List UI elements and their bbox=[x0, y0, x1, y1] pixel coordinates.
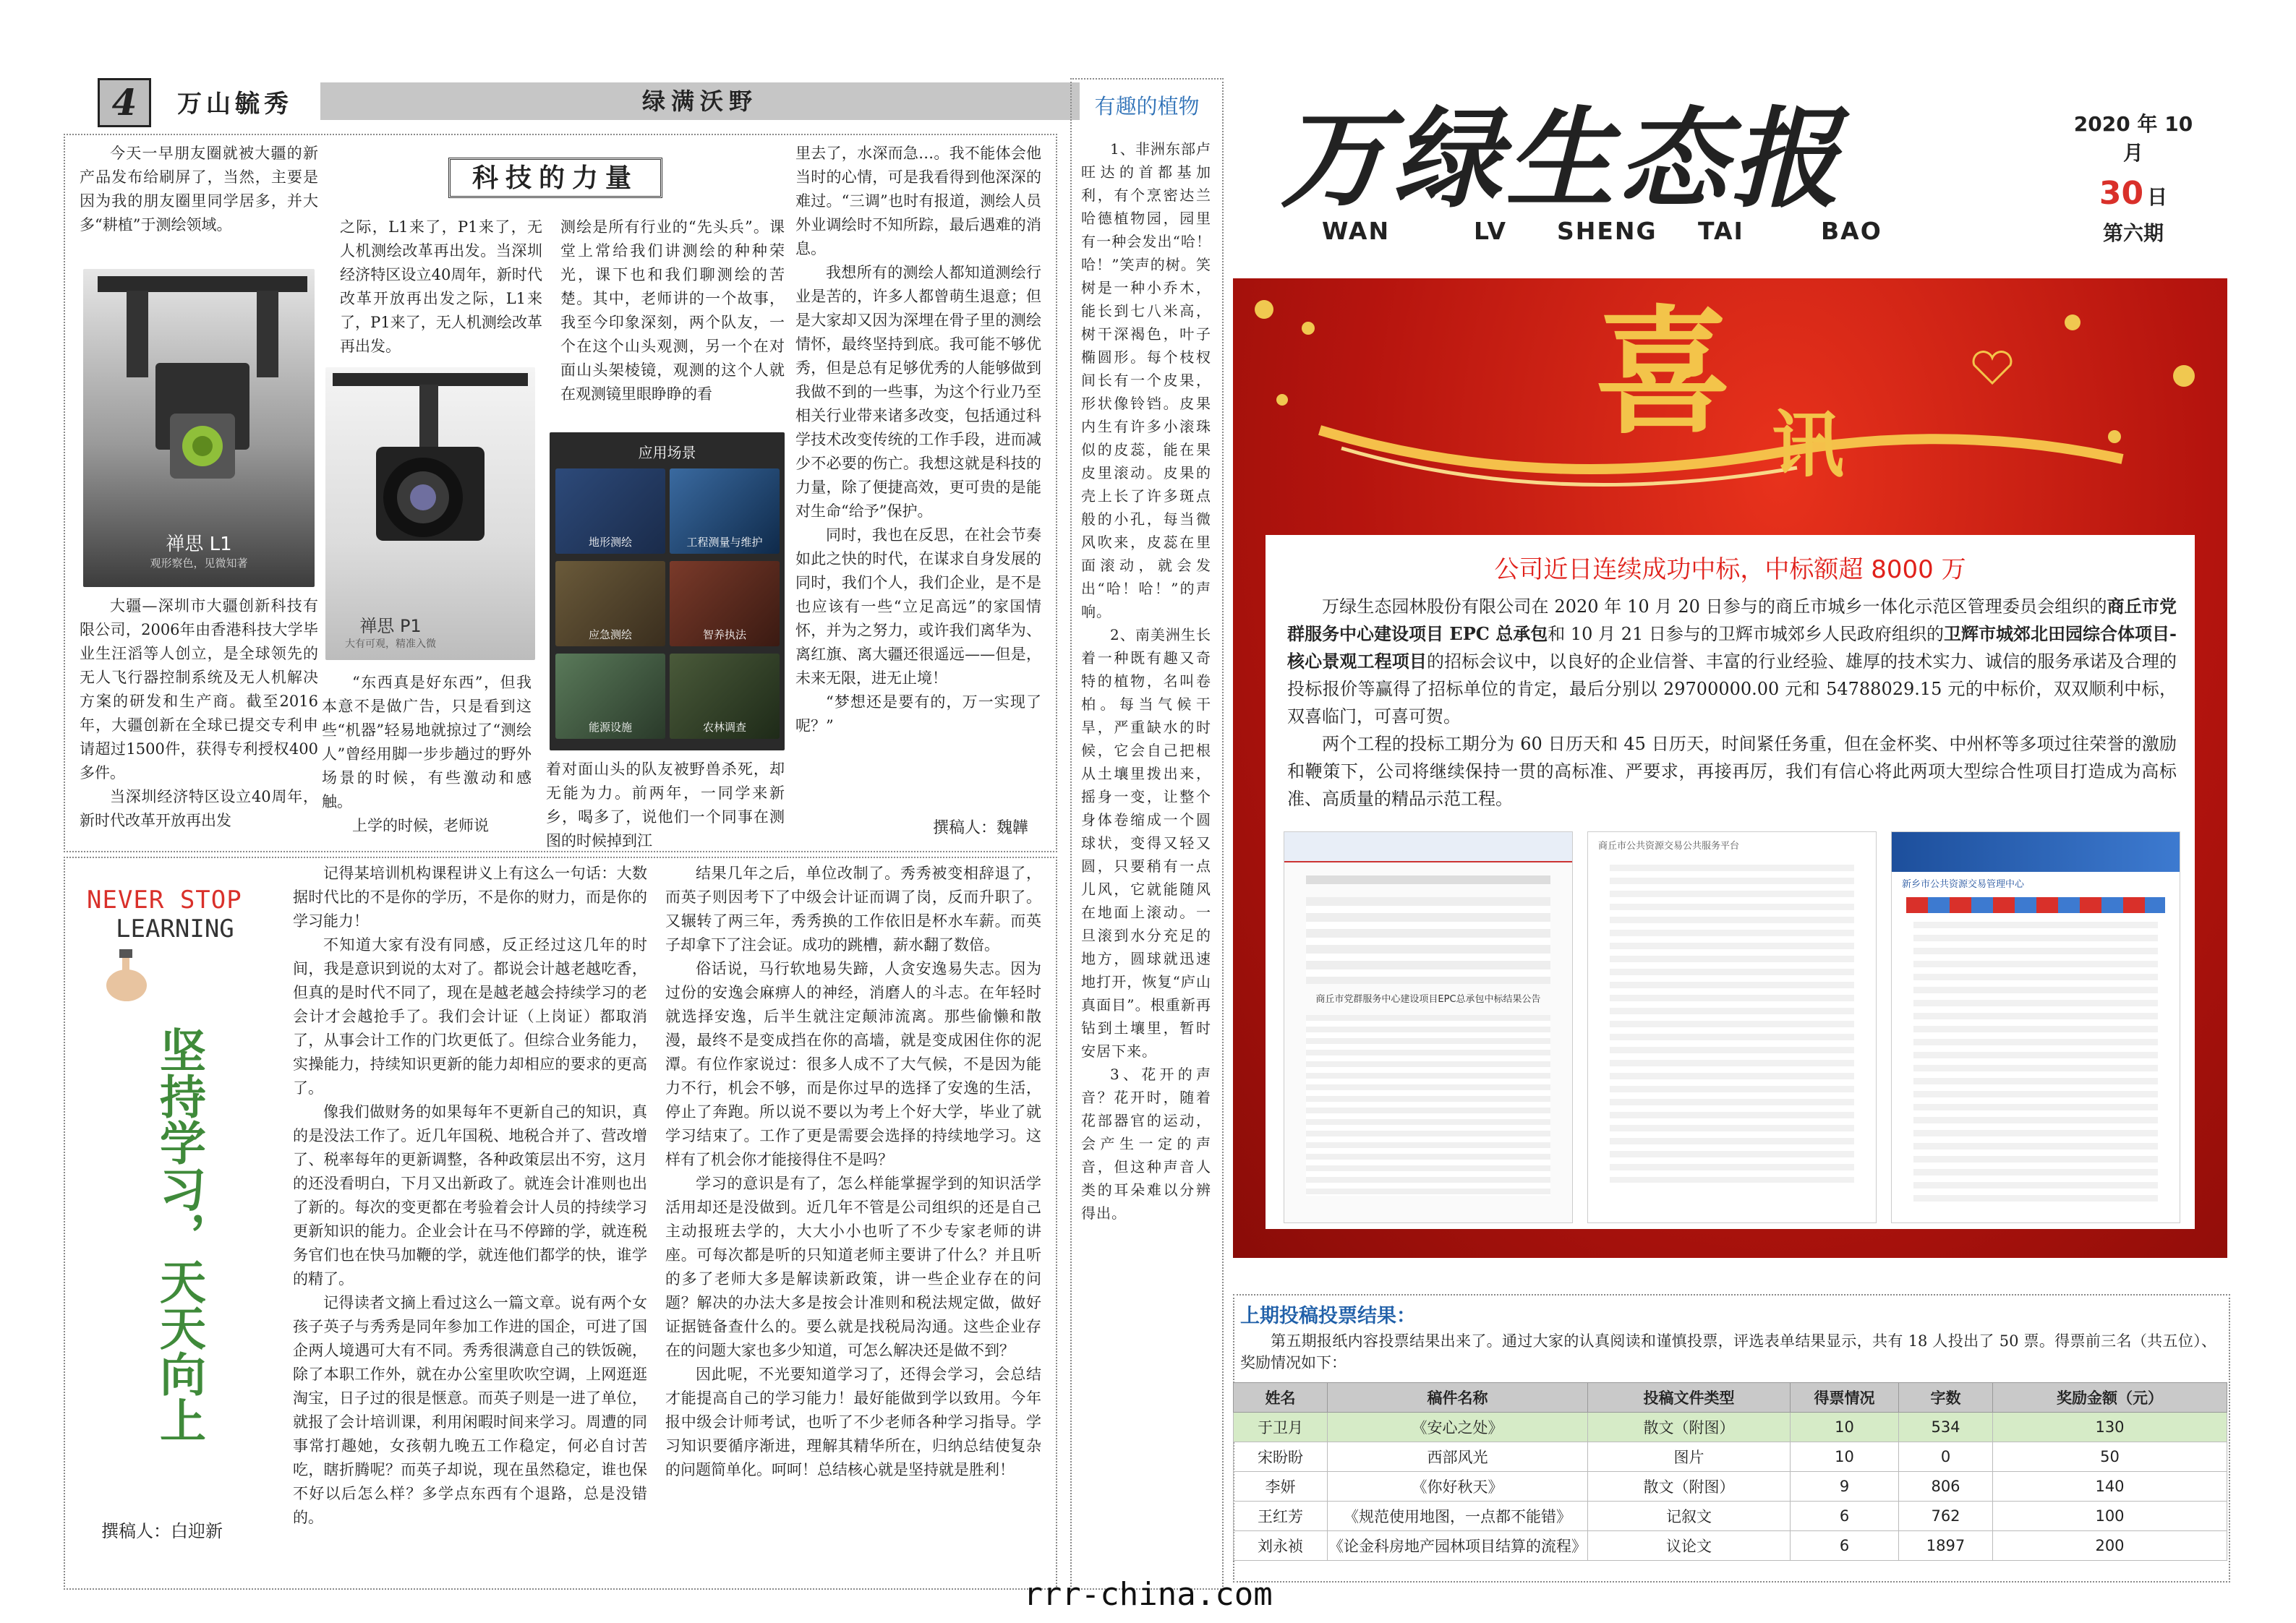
paragraph: 之际，L1来了，P1来了，无人机测绘改革再出发。当深圳经济特区设立40周年，新时代改革开放再出发之际，L1来了，P1来了，无人机测绘改革再出发。 bbox=[340, 218, 542, 355]
learning-col2 bbox=[665, 862, 1041, 1482]
paragraph: 着对面山头的队友被野兽杀死，却无能为力。前两年，一同学来新乡，喝多了，说他们一个同事在测图的时候掉到江 bbox=[546, 761, 785, 849]
pinyin-word: BAO bbox=[1821, 217, 1882, 245]
application-scenes-panel bbox=[550, 432, 785, 750]
news-body bbox=[1287, 593, 2177, 813]
tech-col3-text-b bbox=[546, 758, 785, 853]
column-title: 绿满沃野 bbox=[641, 87, 758, 115]
paragraph: 2、南美洲生长着一种既有趣又奇特的植物，名叫卷柏。每当气候干旱，严重缺水的时候，它会自己把根从土壤里拨出来，摇身一变，让整个身体卷缩成一个圆球状，变得又轻又圆，只要稍有一点儿风，它就能随风在地面上滚动。一旦滚到水分充足的地方，圆球就迅速地打开，恢复“庐山真面目”。根重新再钻到土壤里，暂时安居下来。 bbox=[1081, 626, 1211, 1060]
doc1-title: 商丘市党群服务中心建设项目EPC总承包中标结果公告 bbox=[1315, 994, 1541, 1005]
paragraph: 记得某培训机构课程讲义上有这么一句话：大数据时代比的不是你的学历，不是你的财力，而是你的学习能力！ bbox=[293, 865, 647, 930]
pinyin-word: WAN bbox=[1322, 217, 1391, 245]
doc3-title: 新乡市公共资源交易管理中心 bbox=[1902, 879, 2025, 890]
column-title-bar bbox=[320, 82, 1080, 120]
paragraph: 俗话说，马行软地易失蹄，人贪安逸易失志。因为过份的安逸会麻痹人的神经，消磨人的斗志。在年轻时就选择安逸，后半生就注定颠沛流离。那些偷懒和散漫，最终不是变成挡在你的高墙，就是变成困住你的泥潭。有位作家说过：很多人成不了大气候，不是因为能力不行，机会不够，而是你过早的选择了安逸的生活，停止了奔跑。所以说不要以为考上个好大学，毕业了就学习结束了。工作了更是需要会选择的持续地学习。这样有了机会你才能接得住不是吗？ bbox=[665, 960, 1041, 1168]
scene-tile: 地形测绘 bbox=[555, 468, 665, 554]
date-day-unit: 日 bbox=[2147, 185, 2168, 209]
tech-col4-text bbox=[795, 142, 1041, 738]
tender-doc-2 bbox=[1587, 831, 1877, 1223]
news-headline: 公司近日连续成功中标，中标额超 8000 万 bbox=[1494, 555, 1966, 584]
paragraph: 1、非洲东部卢旺达的首都基加利，有个烹密达兰哈德植物园，园里有一种会发出“哈！哈！”笑声的树。笑树是一种小乔木，能长到七八米高，树干深褐色，叶子椭圆形。每个枝杈间长有一个皮果，形状像铃铛。皮果内生有许多小滚珠似的皮蕊，能在果皮里滚动。皮果的壳上长了许多斑点般的小孔，每当微风吹来，皮蕊在里面滚动，就会发出“哈！哈！”的声响。 bbox=[1081, 140, 1211, 620]
vote-title: 上期投稿投票结果： bbox=[1240, 1305, 1416, 1327]
never-stop-graphic bbox=[87, 886, 275, 1009]
scene-tile: 能源设施 bbox=[555, 654, 665, 739]
paragraph: 当深圳经济特区设立40周年，新时代改革开放再出发 bbox=[80, 788, 318, 829]
news-paragraph: 万绿生态园林股份有限公司在 2020 年 10 月 20 日参与的商丘市城乡一体化示范区管理委员会组织的商丘市党群服务中心建设项目 EPC 总承包和 10 月 21 日参与的卫辉市城郊乡人民政府组织的卫辉市城郊北田园综合体项目-核心景观工程项目的招标会议中，以良好的企业信誉、丰富的行业经验、雄厚的技术实力、诚信的服务承诺及合理的投标报价等赢得了招标单位的肯定，最后分别以 29700000.00 元和 54788029.15 元的中标价，双双顺利中标，双喜临门，可喜可贺。 bbox=[1287, 596, 2177, 727]
tech-col2-text bbox=[340, 215, 542, 359]
photo2-subcaption: 大有可观，精准入微 bbox=[345, 638, 436, 650]
photo-zenmuse-p1 bbox=[325, 367, 535, 660]
paragraph: 像我们做财务的如果每年不更新自己的知识，真的是没法工作了。近几年国税、地税合并了、营改增了、税率每年的更新调整，各种政策层出不穷，这月的还没看明白，下月又出新政了。就连会计准则也出了新的。每次的变更都在考验着会计人员的持续学习更新知识的能力。企业会计在马不停蹄的学，就连税务官们也在快马加鞭的学，就连他们都学的快，谁学的精了。 bbox=[293, 1103, 647, 1288]
tech-col1-text bbox=[80, 142, 318, 237]
masthead-title: 万绿生态报 bbox=[1280, 95, 1845, 223]
date-line: 2020 年 10 月 bbox=[2073, 112, 2193, 165]
tech-col3-text bbox=[560, 215, 785, 406]
paragraph: 因此呢，不光要知道学习了，还得会学习，会总结才能提高自己的学习能力！最好能做到学以致用。今年报中级会计师考试，也听了不少老师各种学习指导。学习知识要循序渐进，理解其精华所在，归纳总结使复杂的问题简单化。呵呵！总结核心就是坚持就是胜利！ bbox=[665, 1366, 1041, 1478]
plants-text bbox=[1081, 137, 1211, 1225]
photo-zenmuse-l1 bbox=[83, 269, 315, 587]
pinyin-word: SHENG bbox=[1557, 217, 1657, 245]
news-card bbox=[1266, 535, 2195, 1229]
pinyin-word: LV bbox=[1474, 217, 1508, 245]
table-row: 王红芳 《规范使用地图，一点都不能错》 记叙文 6 762 100 bbox=[1234, 1502, 2227, 1531]
paragraph: “东西真是好东西”，但我本意不是做广告，只是看到这些“机器”轻易地就掠过了“测绘人”曾经用脚一步步趟过的野外场景的时候，有些激动和感触。 bbox=[322, 674, 532, 810]
vertical-title: 坚持学习，天天向上 bbox=[152, 1027, 205, 1443]
masthead-date bbox=[2061, 108, 2206, 247]
table-row: 李妍 《你好秋天》 散文（附图） 9 806 140 bbox=[1234, 1472, 2227, 1502]
vote-intro bbox=[1240, 1330, 2216, 1374]
paragraph: 里去了，水深而急…。我不能体会他当时的心情，可是我看得到他深深的难过。“三调”也时有报道，测绘人员外业调绘时不知所踪，最后遇难的消息。 bbox=[795, 145, 1041, 257]
paragraph: “梦想还是要有的，万一实现了呢？” bbox=[795, 693, 1041, 735]
date-day: 30 bbox=[2099, 175, 2144, 212]
paragraph: 大疆—深圳市大疆创新科技有限公司，2006年由香港科技大学毕业生汪滔等人创立，是全球领先的无人飞行器控制系统及无人机解决方案的研发和生产商。截至2016年，大疆创新在全球已提交专利申请超过1500件，获得专利授权400多件。 bbox=[80, 597, 318, 781]
learning-text: LEARNING bbox=[116, 915, 234, 943]
scene-tile: 智养执法 bbox=[670, 561, 780, 646]
learning-author: 撰稿人：白迎新 bbox=[101, 1521, 223, 1541]
tender-doc-1 bbox=[1284, 831, 1573, 1223]
page-number: 4 bbox=[98, 78, 151, 127]
paragraph: 结果几年之后，单位改制了。秀秀被变相辞退了，而英子则因考下了中级会计证而调了岗，反而升职了。又辗转了两三年，秀秀换的工作依旧是杯水车薪。而英子却拿下了注会证。成功的跳槽，薪水翻了数倍。 bbox=[665, 865, 1041, 954]
scene-tile: 应急测绘 bbox=[555, 561, 665, 646]
photo2-caption: 禅思 P1 bbox=[359, 616, 422, 636]
page-header bbox=[90, 78, 1081, 124]
paragraph: 今天一早朋友圈就被大疆的新产品发布给刷屏了，当然，主要是因为我的朋友圈里同学居多，并大多“耕植”于测绘领域。 bbox=[80, 145, 318, 234]
issue-number: 第六期 bbox=[2102, 221, 2164, 245]
scenes-title: 应用场景 bbox=[638, 444, 696, 461]
table-row: 刘永祯 《论金科房地产园林项目结算的流程》 议论文 6 1897 200 bbox=[1234, 1531, 2227, 1561]
pinyin-word: TAI bbox=[1698, 217, 1744, 245]
vote-table-header: 姓名 稿件名称 投稿文件类型 得票情况 字数 奖励金额（元） bbox=[1234, 1383, 2227, 1413]
tech-author: 撰稿人：魏韡 bbox=[933, 819, 1029, 837]
article-tech-heading: 科技的力量 bbox=[448, 158, 662, 198]
banner-big-char: 喜 bbox=[1595, 291, 1733, 453]
footer-watermark: rrr-china.com bbox=[1023, 1576, 1273, 1613]
paragraph: 我想所有的测绘人都知道测绘行业是苦的，许多人都曾萌生退意；但是大家却又因为深埋在骨子里的测绘情怀，最终坚持到底。我可能不够优秀，但是总有足够优秀的人能够做到我做不到的一些事，为这个行业乃至相关行业带来诸多改变，包括通过科学技术改变传统的工作手段，进而减少不必要的伤亡。我想这就是科技的力量，除了便捷高效，更可贵的是能对生命“给予”保护。 bbox=[795, 264, 1041, 520]
section-name: 万山毓秀 bbox=[177, 90, 293, 119]
scene-tile: 农林调查 bbox=[670, 654, 780, 739]
paragraph: 不知道大家有没有同感，反正经过这几年的时间，我是意识到说的太对了。都说会计越老越吃香，但真的是时代不同了，现在是越老越会持续学习的老会计才会越抢手了。我们会计证（上岗证）都取消了，从事会计工作的门坎更低了。但综合业务能力，实操能力，持续知识更新的能力却相应的要求的更高了。 bbox=[293, 936, 647, 1097]
never-stop-text: NEVER STOP bbox=[87, 886, 242, 915]
photo1-caption: 禅思 L1 bbox=[166, 534, 232, 555]
tender-doc-3 bbox=[1891, 831, 2180, 1223]
news-paragraph: 两个工程的投标工期分为 60 日历天和 45 日历天，时间紧任务重，但在金杯奖、中州杯等多项过往荣誉的激励和鞭策下，公司将继续保持一贯的高标准、严要求，再接再厉，我们有信心将此两项大型综合性项目打造成为高标准、高质量的精品示范工程。 bbox=[1287, 734, 2177, 809]
masthead-pinyin bbox=[1322, 217, 1893, 246]
tech-col2-text-b bbox=[322, 671, 532, 838]
paragraph: 上学的时候，老师说 bbox=[352, 817, 489, 834]
learning-col1 bbox=[293, 862, 647, 1530]
vote-table-wrap bbox=[1233, 1382, 2227, 1561]
heart-icon bbox=[1971, 351, 2014, 387]
news-banner bbox=[1233, 278, 2227, 1258]
banner-small-char: 讯 bbox=[1772, 402, 1844, 487]
vote-table bbox=[1233, 1382, 2227, 1561]
paragraph: 学习的意识是有了，怎么样能掌握学到的知识活学活用却还是没做到。近几年不管是公司组织的还是自己主动报班去学的，大大小小也听了不少专家老师的讲座。可每次都是听的只知道老师主要讲了什么？并且听的多了老师大多是解读新政策，讲一些企业存在的问题？解决的办法大多是按会计准则和税法规定做，做好证据链备查什么的。要么就是找税局沟通。这些企业存在的问题大家也多少知道，可怎么解决还是做不到？ bbox=[665, 1175, 1041, 1359]
table-row: 于卫月 《安心之处》 散文（附图） 10 534 130 bbox=[1234, 1413, 2227, 1442]
paragraph: 第五期报纸内容投票结果出来了。通过大家的认真阅读和谨慎投票，评选表单结果显示，共有 18 人投出了 50 票。得票前三名（共五位）、奖励情况如下： bbox=[1240, 1332, 2216, 1371]
photo1-subcaption: 观形察色，见微知著 bbox=[150, 557, 248, 570]
scene-tile: 工程测量与维护 bbox=[670, 468, 780, 554]
paragraph: 同时，我也在反思，在社会节奏如此之快的时代，在谋求自身发展的同时，我们个人，我们企业，是不是也应该有一些“立足高远”的家国情怀，并为之努力，或许我们离华为、离红旗、离大疆还很遥远——但是，未来无限，进无止境！ bbox=[795, 526, 1041, 687]
doc2-title: 商丘市公共资源交易公共服务平台 bbox=[1598, 841, 1740, 852]
hand-icon bbox=[98, 949, 155, 1007]
tech-col1-text-b bbox=[80, 594, 318, 833]
paragraph: 测绘是所有行业的“先头兵”。课堂上常给我们讲测绘的种种荣光，课下也和我们聊测绘的苦楚。其中，老师讲的一个故事，我至今印象深刻，两个队友，一个在这个山头观测，另一个在对面山头架棱镜，观测的这个人就在观测镜里眼睁睁的看 bbox=[560, 218, 785, 403]
plants-title: 有趣的植物 bbox=[1094, 94, 1200, 119]
table-row: 宋盼盼 西部风光 图片 10 0 50 bbox=[1234, 1442, 2227, 1472]
paragraph: 记得读者文摘上看过这么一篇文章。说有两个女孩子英子与秀秀是同年参加工作进的国企，可进了国企两人境遇可大有不同。秀秀很满意自己的铁饭碗，除了本职工作外，就在办公室里吹吹空调，上网逛逛淘宝，日子过的很是惬意。而英子则是一进了单位，就报了会计培训课，利用闲暇时间来学习。周遭的同事常打趣她，女孩朝九晚五工作稳定，何必自讨苦吃，瞎折腾呢？而英子却说，现在虽然稳定，谁也保不好以后怎么样？多学点东西有个退路，总是没错的。 bbox=[293, 1294, 647, 1526]
paragraph: 3、花开的声音？花开时，随着花部器官的运动，会产生一定的声音，但这种声音人类的耳朵难以分辨得出。 bbox=[1081, 1066, 1211, 1222]
